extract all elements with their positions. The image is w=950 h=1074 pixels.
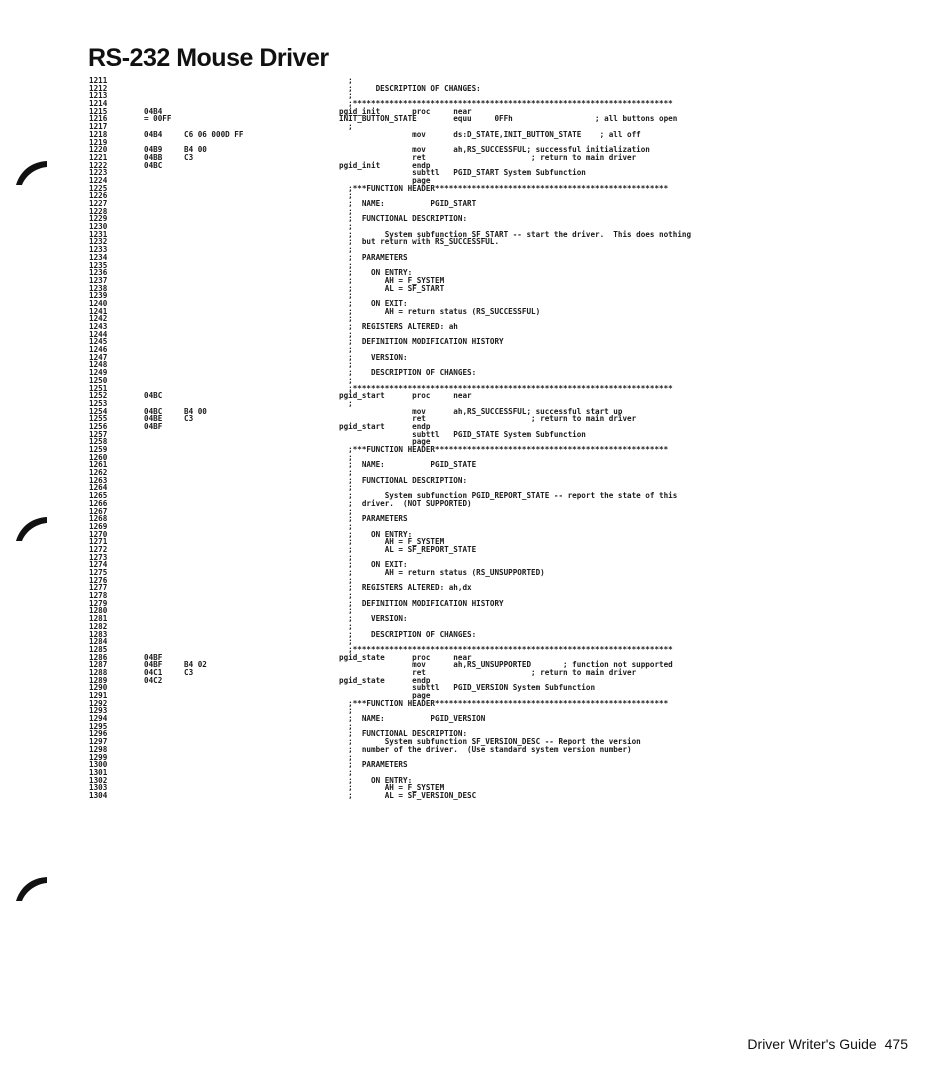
line-number: 1225 [89,183,108,193]
line-number: 1221 [89,152,108,162]
address: = 00FF [144,114,172,124]
source-text: ; [339,552,353,562]
listing-line [89,554,919,562]
source-text: ;********************************************************************** [339,99,673,109]
source-text: ; System subfunction SF_VERSION_DESC -- Report the version [339,737,641,747]
object-code: C6 06 000D FF [184,129,244,139]
binder-tab-marker-3 [14,876,48,902]
line-number: 1261 [89,460,108,470]
line-number: 1275 [89,568,108,577]
source-text: mov ah,RS_UNSUPPORTED ; function not supported [339,660,673,670]
source-text: ; [339,606,353,616]
source-text: ;***FUNCTION HEADER*************************************************** [339,445,669,454]
line-number: 1240 [89,298,108,308]
line-number: 1270 [89,529,108,539]
address: 04BE [144,414,163,424]
source-text: page [339,437,431,447]
address: 04B4 [144,129,163,139]
listing-line [89,192,919,200]
line-number: 1245 [89,337,108,347]
source-text: ; [339,591,353,601]
listing-line [89,707,919,715]
line-number: 1252 [89,391,108,401]
object-code: B4 00 [184,145,207,155]
line-number: 1253 [89,398,108,408]
object-code: C3 [184,667,194,677]
listing-line [89,308,919,316]
address: 04B9 [144,145,163,155]
line-number: 1235 [89,260,108,270]
line-number: 1299 [89,752,108,762]
source-text: ; NAME: PGID_VERSION [339,714,486,724]
listing-line [89,500,919,508]
listing-line [89,231,919,239]
binder-tab-marker-2 [14,516,48,542]
line-number: 1303 [89,783,108,793]
listing-line [89,492,919,500]
source-text: ; VERSION: [339,614,408,624]
source-text: ; System subfunction PGID_REPORT_STATE -- report the state of this [339,491,678,501]
line-number: 1248 [89,360,108,370]
line-number: 1223 [89,168,108,178]
line-number: 1300 [89,760,108,770]
source-text: ; DEFINITION MODIFICATION HISTORY [339,337,504,347]
line-number: 1269 [89,521,108,531]
source-text: ret ; return to main driver [339,152,637,162]
source-text: ; [339,91,353,101]
listing-line [89,208,919,216]
source-text: ; [339,637,353,647]
source-text: ; [339,398,353,408]
line-number: 1277 [89,583,108,593]
line-number: 1266 [89,498,108,508]
source-text: ; [339,206,353,216]
source-text: ; [339,260,353,270]
assembly-listing [89,77,919,800]
line-number: 1290 [89,683,108,693]
listing-line [89,354,919,362]
source-text: mov ah,RS_SUCCESSFUL; successful initialization [339,145,650,155]
source-text: ; NAME: PGID_STATE [339,460,477,470]
source-text: ; number of the driver. (Use standard system version number) [339,744,632,754]
source-text: ; DESCRIPTION OF CHANGES: [339,368,477,378]
listing-line [89,200,919,208]
listing-line [89,154,919,162]
line-number: 1281 [89,614,108,624]
listing-line [89,392,919,400]
source-text: ; driver. (NOT SUPPORTED) [339,498,472,508]
line-number: 1272 [89,544,108,554]
source-text: ; AH = F_SYSTEM [339,783,445,793]
listing-line [89,385,919,393]
address: 04B4 [144,106,163,116]
source-text: mov ah,RS_SUCCESSFUL; successful start up [339,406,623,416]
source-text: INIT_BUTTON_STATE equu 0FFh ; all buttons open [339,114,678,124]
page-footer [747,1036,908,1052]
line-number: 1217 [89,122,108,132]
source-text: ;********************************************************************** [339,644,673,654]
line-number: 1264 [89,483,108,493]
source-text: subttl PGID_VERSION System Subfunction [339,683,596,693]
source-text: ; System subfunction SF_START -- start the driver. This does nothing [339,229,692,239]
source-text: ; [339,122,353,132]
line-number: 1282 [89,621,108,631]
line-number: 1271 [89,537,108,547]
source-text: ; REGISTERS ALTERED: ah,dx [339,583,472,593]
source-text: subttl PGID_STATE System Subfunction [339,429,586,439]
listing-line [89,169,919,177]
line-number: 1278 [89,591,108,601]
listing-line [89,415,919,423]
line-number: 1268 [89,514,108,524]
listing-line [89,346,919,354]
source-text: ;********************************************************************** [339,383,673,393]
source-text: ; AL = SF_VERSION_DESC [339,790,477,800]
line-number: 1265 [89,491,108,501]
listing-line [89,569,919,577]
binder-tab-marker-1 [14,160,48,186]
line-number: 1211 [89,76,108,85]
line-number: 1241 [89,306,108,316]
source-text: page [339,175,431,185]
listing-line [89,523,919,531]
listing-line [89,100,919,108]
listing-line [89,761,919,769]
source-text: ; FUNCTIONAL DESCRIPTION: [339,729,468,739]
listing-line [89,369,919,377]
source-text: ; [339,191,353,201]
line-number: 1288 [89,667,108,677]
line-number: 1276 [89,575,108,585]
address: 04BF [144,652,163,662]
source-text: ; ON ENTRY: [339,775,413,785]
address: 04BC [144,160,163,170]
line-number: 1214 [89,99,108,109]
source-text: pgid_state endp [339,675,431,685]
listing-line [89,646,919,654]
line-number: 1283 [89,629,108,639]
listing-line [89,254,919,262]
address: 04BF [144,421,163,431]
line-number: 1292 [89,698,108,708]
source-text: ; [339,222,353,232]
source-text: ;***FUNCTION HEADER*************************************************** [339,698,669,708]
line-number: 1230 [89,222,108,232]
listing-line [89,777,919,785]
listing-line [89,131,919,139]
source-text: ret ; return to main driver [339,414,637,424]
source-text: ; AL = SF_REPORT_STATE [339,544,477,554]
line-number: 1284 [89,637,108,647]
source-text: ; [339,483,353,493]
line-number: 1287 [89,660,108,670]
footer-title: Driver Writer's Guide [747,1036,877,1052]
listing-line [89,784,919,792]
line-number: 1274 [89,560,108,570]
line-number: 1263 [89,475,108,485]
listing-line [89,431,919,439]
source-text: ; NAME: PGID_START [339,199,477,208]
line-number: 1237 [89,275,108,285]
listing-line [89,600,919,608]
source-text: ; REGISTERS ALTERED: ah [339,322,458,331]
source-text: ; AH = F_SYSTEM [339,537,445,547]
listing-line [89,238,919,246]
source-text: ; AH = return status (RS_SUCCESSFUL) [339,306,541,316]
object-code: B4 00 [184,406,207,416]
object-code: C3 [184,414,194,424]
line-number: 1295 [89,721,108,731]
line-number: 1227 [89,199,108,208]
line-number: 1233 [89,245,108,255]
line-number: 1280 [89,606,108,616]
listing-line [89,477,919,485]
listing-line [89,77,919,85]
line-number: 1236 [89,268,108,278]
listing-line [89,461,919,469]
line-number: 1228 [89,206,108,216]
source-text: ; [339,506,353,516]
line-number: 1224 [89,175,108,185]
source-text: page [339,691,431,700]
line-number: 1222 [89,160,108,170]
listing-line [89,584,919,592]
address: 04C1 [144,667,163,677]
line-number: 1256 [89,421,108,431]
listing-line [89,684,919,692]
source-text: ; [339,345,353,355]
source-text: ; [339,245,353,255]
source-text: pgid_state proc near [339,652,472,662]
line-number: 1232 [89,237,108,247]
source-text: ; AL = SF_START [339,283,445,293]
listing-line [89,546,919,554]
source-text: ; [339,314,353,324]
source-text: ; [339,329,353,339]
source-text: pgid_start proc near [339,391,472,401]
source-text: mov ds:D_STATE,INIT_BUTTON_STATE ; all off [339,129,641,139]
source-text: subttl PGID_START System Subfunction [339,168,586,178]
line-number: 1249 [89,368,108,378]
listing-line [89,85,919,93]
address: 04BF [144,660,163,670]
source-text: ; ON EXIT: [339,560,408,570]
line-number: 1262 [89,468,108,478]
line-number: 1301 [89,767,108,777]
listing-line [89,215,919,223]
line-number: 1220 [89,145,108,155]
source-text: ; [339,375,353,385]
listing-line [89,577,919,585]
line-number: 1258 [89,437,108,447]
listing-line [89,185,919,193]
source-text: pgid_start endp [339,421,431,431]
listing-line [89,246,919,254]
line-number: 1267 [89,506,108,516]
listing-line [89,315,919,323]
line-number: 1255 [89,414,108,424]
listing-line [89,615,919,623]
listing-line [89,277,919,285]
listing-line [89,446,919,454]
line-number: 1304 [89,790,108,800]
line-number: 1260 [89,452,108,462]
source-text: ; FUNCTIONAL DESCRIPTION: [339,475,468,485]
source-text: ; ON ENTRY: [339,529,413,539]
line-number: 1298 [89,744,108,754]
source-text: ; [339,360,353,370]
source-text: ; FUNCTIONAL DESCRIPTION: [339,214,468,224]
listing-line [89,469,919,477]
listing-line [89,508,919,516]
listing-line [89,700,919,708]
listing-line [89,361,919,369]
listing-line [89,592,919,600]
source-text: pgid_init proc near [339,106,472,116]
source-text: ; [339,521,353,531]
source-text: ; VERSION: [339,352,408,362]
source-text: ; [339,76,353,85]
line-number: 1257 [89,429,108,439]
line-number: 1247 [89,352,108,362]
page-number: 475 [884,1036,908,1052]
address: 04C2 [144,675,163,685]
listing-line [89,623,919,631]
line-number: 1219 [89,137,108,147]
source-text: ; [339,291,353,301]
address: 04BB [144,152,163,162]
object-code: B4 02 [184,660,207,670]
listing-line [89,723,919,731]
line-number: 1212 [89,83,108,93]
source-text: ;***FUNCTION HEADER*************************************************** [339,183,669,193]
address: 04BC [144,391,163,401]
listing-line [89,323,919,331]
source-text: pgid_init endp [339,160,431,170]
source-text: ; [339,575,353,585]
line-number: 1293 [89,706,108,716]
source-text: ; [339,767,353,777]
line-number: 1286 [89,652,108,662]
listing-line [89,538,919,546]
line-number: 1226 [89,191,108,201]
line-number: 1251 [89,383,108,393]
listing-line [89,292,919,300]
line-number: 1259 [89,445,108,454]
listing-line [89,631,919,639]
line-number: 1231 [89,229,108,239]
listing-line [89,607,919,615]
source-text: ; PARAMETERS [339,252,408,262]
source-text: ; PARAMETERS [339,514,408,524]
line-number: 1289 [89,675,108,685]
line-number: 1244 [89,329,108,339]
line-number: 1243 [89,322,108,331]
source-text: ; AH = return status (RS_UNSUPPORTED) [339,568,545,577]
source-text: ; PARAMETERS [339,760,408,770]
listing-line [89,669,919,677]
line-number: 1234 [89,252,108,262]
line-number: 1216 [89,114,108,124]
source-text: ; [339,452,353,462]
line-number: 1285 [89,644,108,654]
source-text: ; [339,706,353,716]
line-number: 1239 [89,291,108,301]
listing-line [89,331,919,339]
line-number: 1302 [89,775,108,785]
line-number: 1297 [89,737,108,747]
listing-line [89,754,919,762]
address: 04BC [144,406,163,416]
line-number: 1291 [89,691,108,700]
source-text: ret ; return to main driver [339,667,637,677]
line-number: 1294 [89,714,108,724]
object-code: C3 [184,152,194,162]
page-heading: RS-232 Mouse Driver [88,44,329,72]
line-number: 1296 [89,729,108,739]
line-number: 1254 [89,406,108,416]
listing-line [89,338,919,346]
listing-line [89,115,919,123]
source-text: ; DESCRIPTION OF CHANGES: [339,629,477,639]
line-number: 1229 [89,214,108,224]
source-text: ; [339,621,353,631]
listing-line [89,285,919,293]
line-number: 1279 [89,598,108,608]
source-text: ; DESCRIPTION OF CHANGES: [339,83,481,93]
source-text: ; DEFINITION MODIFICATION HISTORY [339,598,504,608]
listing-line [89,262,919,270]
listing-line [89,792,919,800]
listing-line [89,515,919,523]
listing-line [89,531,919,539]
listing-line [89,269,919,277]
listing-line [89,715,919,723]
source-text: ; ON ENTRY: [339,268,413,278]
line-number: 1215 [89,106,108,116]
line-number: 1213 [89,91,108,101]
line-number: 1250 [89,375,108,385]
source-text: ; [339,721,353,731]
source-text: ; [339,752,353,762]
source-text: ; ON EXIT: [339,298,408,308]
source-text: ; [339,468,353,478]
source-text: ; but return with RS_SUCCESSFUL. [339,237,500,247]
line-number: 1238 [89,283,108,293]
listing-line [89,769,919,777]
source-text: ; AH = F_SYSTEM [339,275,445,285]
line-number: 1273 [89,552,108,562]
line-number: 1246 [89,345,108,355]
line-number: 1218 [89,129,108,139]
listing-line [89,746,919,754]
listing-line [89,454,919,462]
line-number: 1242 [89,314,108,324]
